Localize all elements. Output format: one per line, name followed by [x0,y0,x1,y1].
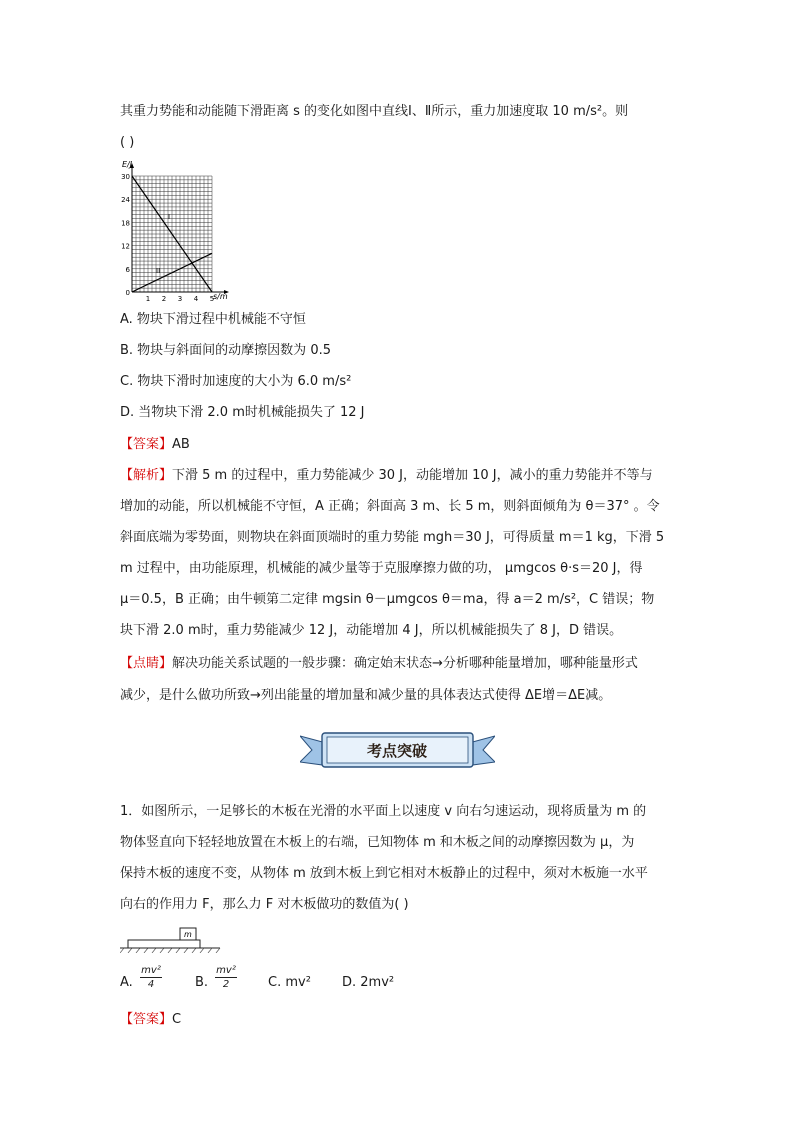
analysis-line-5: μ＝0.5，B 正确；由牛顿第二定律 mgsin θ－μmgcos θ＝ma，得 a＝2 m/s²，C 错误；物 [120,592,655,607]
answer-tag: 【答案】 [120,437,173,452]
answer-value: AB [172,437,190,452]
line-i-label: I [168,213,171,221]
analysis-line-2: 增加的动能，所以机械能不守恒，A 正确；斜面高 3 m、长 5 m，则斜面倾角为 θ＝37° 。令 [120,499,660,514]
x-tick-label: 3 [177,295,183,303]
choice-b-prefix: B. [195,975,209,990]
graph-x-label: s/m [213,292,228,301]
y-tick-label: 0 [125,289,130,297]
analysis-text-1: 下滑 5 m 的过程中，重力势能减少 30 J，动能增加 10 J，减小的重力势能并不等与 [172,468,653,483]
choice-b-num: mv² [216,965,236,976]
board-plank [128,940,200,948]
block-label: m [184,930,192,939]
choice-d: D. 2mv² [342,975,395,990]
tip-tag: 【点睛】 [120,656,173,671]
x-tick-label: 5 [209,295,215,303]
tip-line-1 [120,656,638,672]
answer2-value: C [172,1012,182,1027]
intro-line: 其重力势能和动能随下滑距离 s 的变化如图中直线Ⅰ、Ⅱ所示，重力加速度取 10 m/s²。则 [120,104,629,119]
analysis-line-3: 斜面底端为零势面，则物块在斜面顶端时的重力势能 mgh＝30 J，可得质量 m＝1 kg，下滑 5 [120,530,665,545]
option-c: C. 物块下滑时加速度的大小为 6.0 m/s² [120,374,352,389]
graph-axes [130,163,229,294]
choice-a-den: 4 [147,979,155,990]
option-a: A. 物块下滑过程中机械能不守恒 [120,312,306,327]
section-banner [300,730,495,770]
q1-line-3: 保持木板的速度不变，从物体 m 放到木板上到它相对木板静止的过程中，须对木板施一水平 [120,866,648,881]
y-tick-label: 18 [121,219,130,228]
x-tick-label: 1 [145,295,151,303]
q1-line-4: 向右的作用力 F，那么力 F 对木板做功的数值为( ) [120,897,409,912]
y-tick-label: 6 [125,265,130,274]
option-d: D. 当物块下滑 2.0 m时机械能损失了 12 J [120,405,365,420]
q1-line-2: 物体竖直向下轻轻地放置在木板上的右端，已知物体 m 和木板之间的动摩擦因数为 μ，为 [120,835,635,850]
answer2-row [120,1012,181,1028]
banner-text: 考点突破 [366,742,428,760]
analysis-line-4: m 过程中，由功能原理，机械能的减少量等于克服摩擦力做的功， μmgcos θ·s＝20 J，得 [120,561,643,576]
x-tick-label: 4 [193,295,199,303]
answer2-tag: 【答案】 [120,1012,173,1027]
option-b: B. 物块与斜面间的动摩擦因数为 0.5 [120,343,331,358]
tip-text-1: 解决功能关系试题的一般步骤：确定始末状态→分析哪种能量增加，哪种能量形式 [172,656,638,671]
tip-line-2: 减少，是什么做功所致→列出能量的增加量和减少量的具体表达式使得 ΔE增＝ΔE减。 [120,688,612,703]
board-figure [120,925,225,953]
y-tick-label: 24 [121,196,130,205]
energy-graph [112,156,242,306]
graph-x-ticks [146,295,214,303]
y-tick-label: 30 [121,173,130,181]
graph-y-ticks [121,173,130,297]
analysis-line-1 [120,468,653,484]
choice-b-den: 2 [222,979,230,990]
y-tick-label: 12 [121,242,130,251]
analysis-line-6: 块下滑 2.0 m时，重力势能减少 12 J，动能增加 4 J，所以机械能损失了 8 J，D 错误。 [120,623,623,638]
choice-c: C. mv² [268,975,311,990]
graph-y-label: E/J [122,160,133,169]
answer-row [120,437,190,453]
analysis-tag: 【解析】 [120,468,173,483]
choice-a-prefix: A. [120,975,133,990]
q1-line-1: 1．如图所示，一足够长的木板在光滑的水平面上以速度 v 向右匀速运动，现将质量为 m 的 [120,804,647,819]
answer-paren: ( ) [120,135,135,150]
x-tick-label: 2 [161,295,167,303]
choice-a-num: mv² [141,965,161,976]
line-ii-label: II [156,267,161,275]
